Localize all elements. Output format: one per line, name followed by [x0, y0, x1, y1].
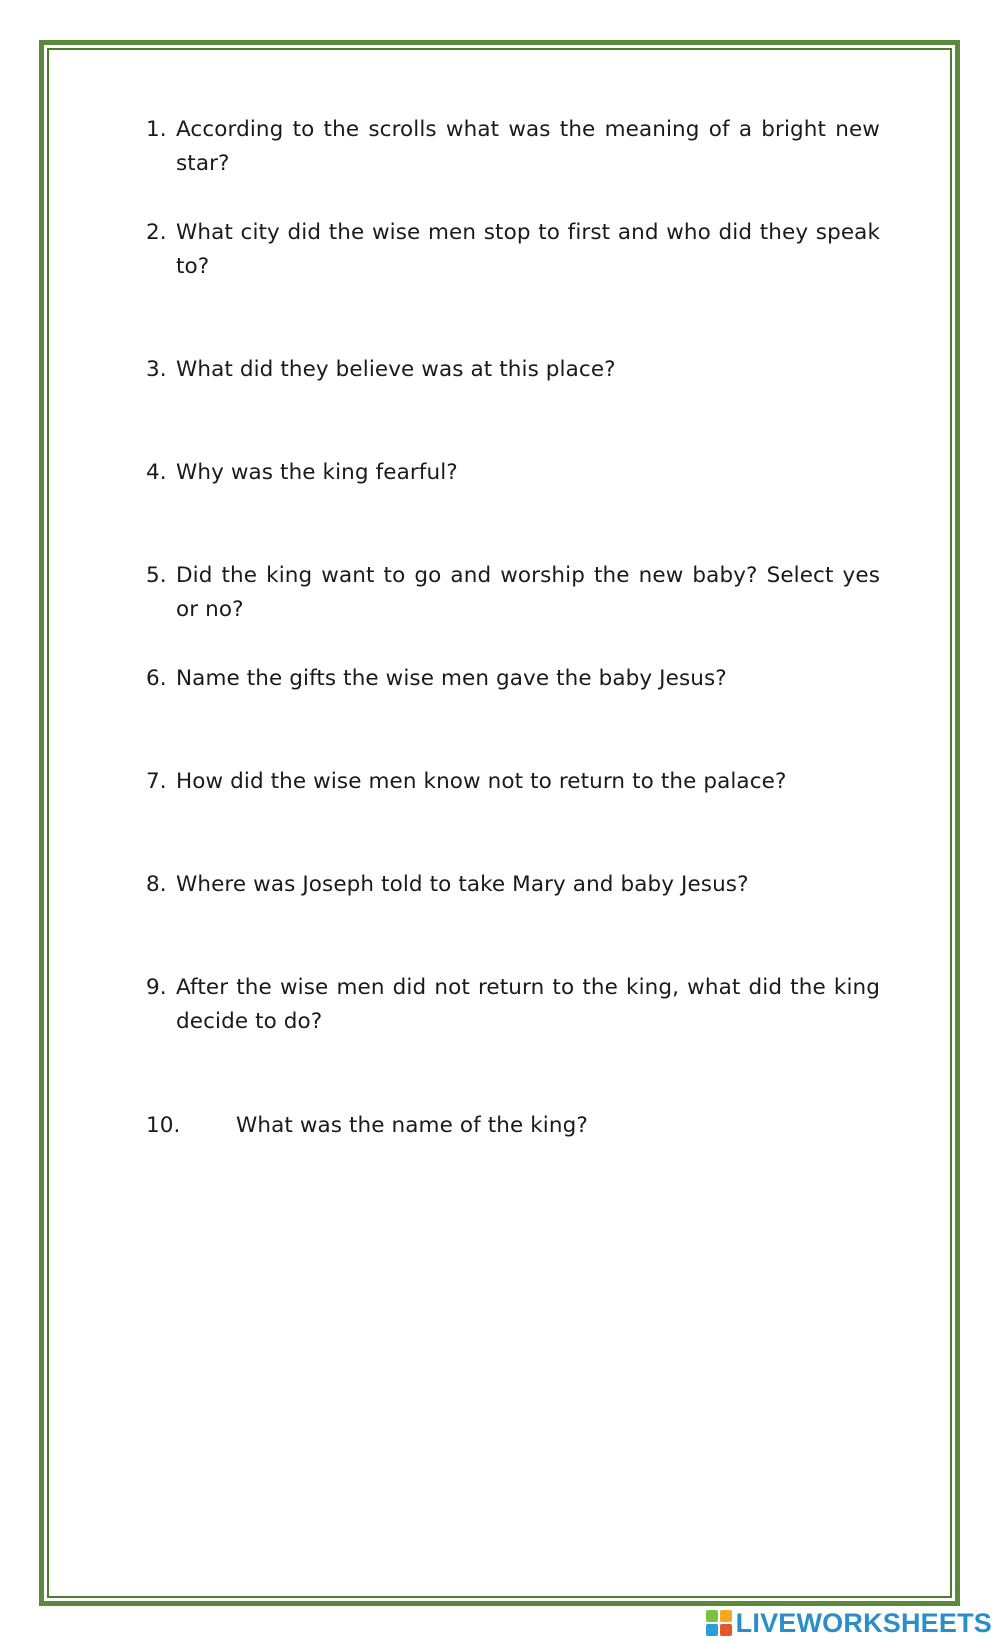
question-10 — [146, 1109, 880, 1143]
question-text: Where was Joseph told to take Mary and baby Jesus? — [176, 872, 749, 897]
liveworksheets-logo-icon — [706, 1610, 732, 1636]
question-number: 3. — [146, 357, 167, 382]
question-text: According to the scrolls what was the meaning of a bright new star? — [176, 117, 880, 176]
question-7 — [146, 765, 880, 799]
question-number: 7. — [146, 769, 167, 794]
question-number: 9. — [146, 975, 167, 1000]
brand-text: LIVEWORKSHEETS — [735, 1607, 992, 1638]
question-text: How did the wise men know not to return to the palace? — [176, 769, 787, 794]
question-text: What was the name of the king? — [236, 1113, 588, 1138]
question-number: 2. — [146, 220, 167, 245]
question-6 — [146, 662, 880, 696]
question-1 — [146, 113, 880, 181]
question-text: Did the king want to go and worship the new baby? Select yes or no? — [176, 563, 880, 622]
question-9 — [146, 971, 880, 1039]
question-5 — [146, 559, 880, 627]
question-text: After the wise men did not return to the king, what did the king decide to do? — [176, 975, 880, 1034]
question-8 — [146, 868, 880, 902]
question-number: 8. — [146, 872, 167, 897]
question-number: 5. — [146, 563, 167, 588]
question-text: Why was the king fearful? — [176, 460, 458, 485]
question-number: 6. — [146, 666, 167, 691]
question-text: Name the gifts the wise men gave the baby Jesus? — [176, 666, 727, 691]
question-number: 10. — [146, 1113, 181, 1138]
question-number: 4. — [146, 460, 167, 485]
question-text: What city did the wise men stop to first and who did they speak to? — [176, 220, 880, 279]
question-text: What did they believe was at this place? — [176, 357, 616, 382]
question-2 — [146, 216, 880, 284]
question-3 — [146, 353, 880, 387]
question-4 — [146, 456, 880, 490]
question-number: 1. — [146, 117, 167, 142]
liveworksheets-brand — [706, 1605, 992, 1641]
